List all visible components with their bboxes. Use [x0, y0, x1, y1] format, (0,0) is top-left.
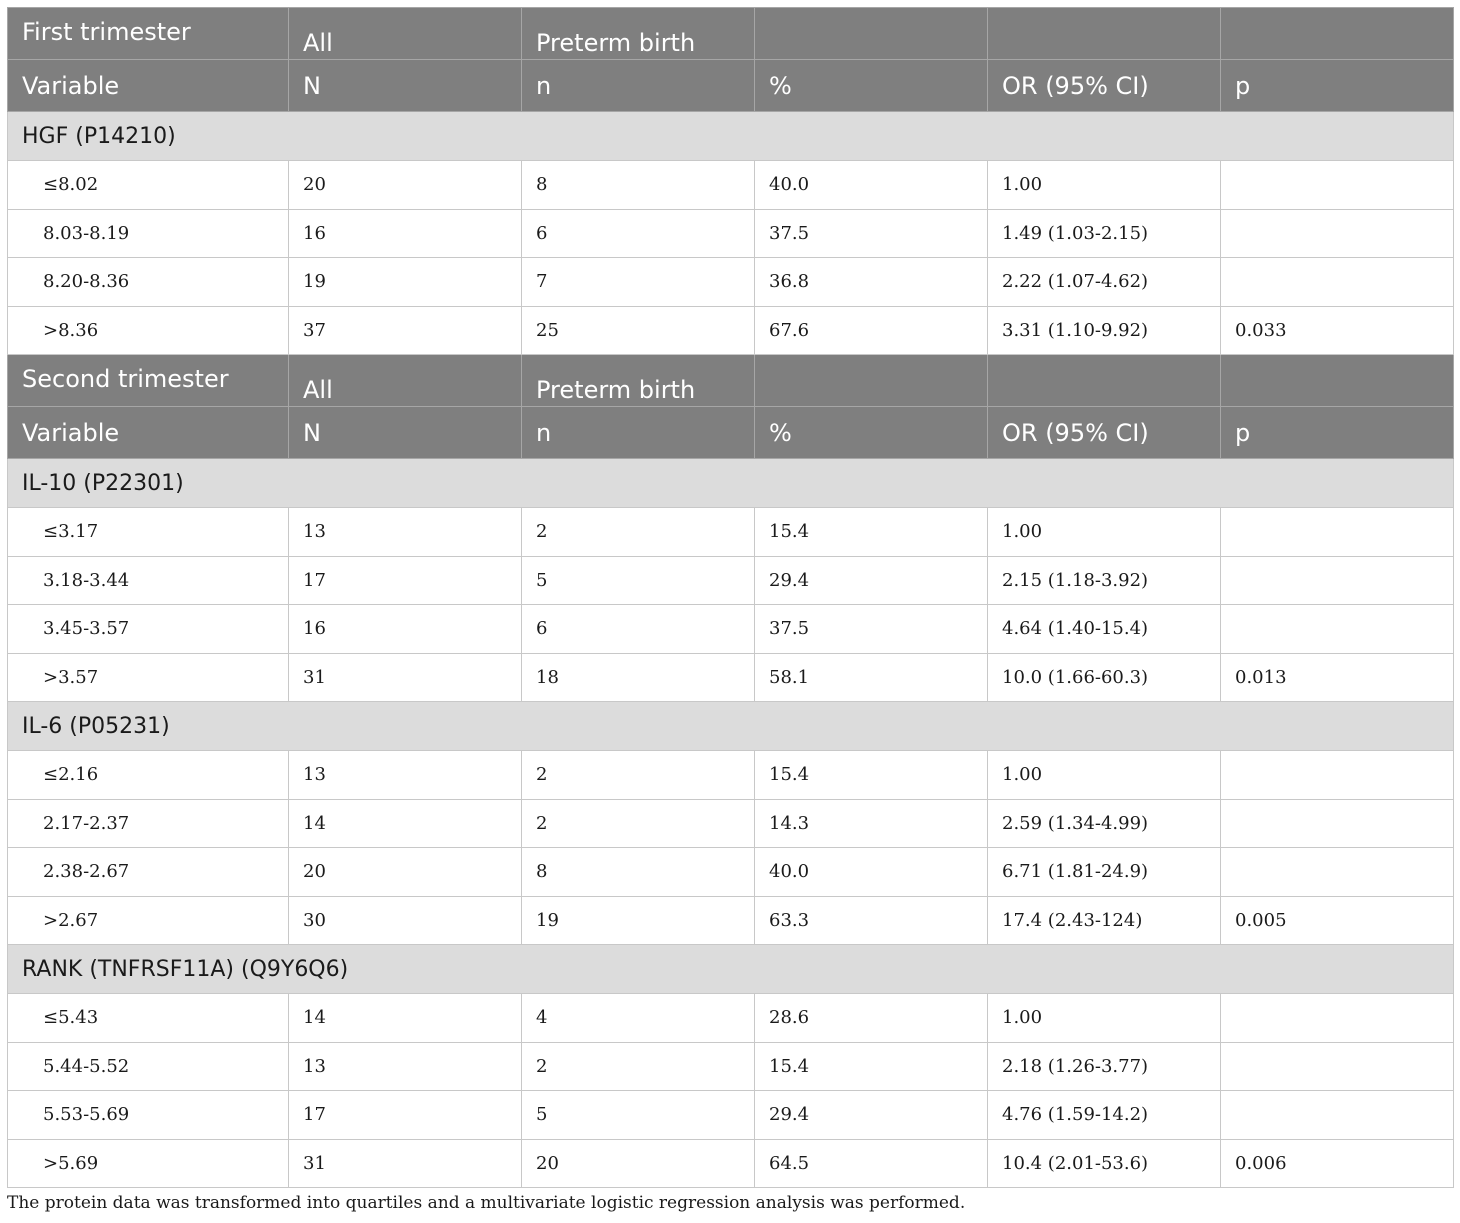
- cell-level: ≤8.02: [8, 161, 289, 210]
- table-row: [8, 258, 1454, 307]
- cell-p-value: [1221, 1042, 1454, 1091]
- cell-n-all: 16: [289, 605, 522, 654]
- table-row: [8, 848, 1454, 897]
- cell-odds-ratio: 10.0 (1.66-60.3): [988, 653, 1221, 702]
- cell-p-value: [1221, 848, 1454, 897]
- cell-percent: 15.4: [755, 751, 988, 800]
- cell-level: >8.36: [8, 306, 289, 355]
- cell-odds-ratio: 1.49 (1.03-2.15): [988, 209, 1221, 258]
- table-row: [8, 605, 1454, 654]
- cell-level: 3.18-3.44: [8, 556, 289, 605]
- col-header-variable: Variable: [8, 60, 289, 112]
- section-title: First trimester: [8, 8, 289, 60]
- table-row: [8, 799, 1454, 848]
- table-row: [8, 209, 1454, 258]
- table-footnote: The protein data was transformed into quartiles and a multivariate logistic regression analysis was performed.: [7, 1193, 966, 1213]
- cell-n-preterm: 18: [522, 653, 755, 702]
- cell-p-value: [1221, 751, 1454, 800]
- protein-group-row: [8, 702, 1454, 751]
- protein-group-name: RANK (TNFRSF11A) (Q9Y6Q6): [8, 945, 1454, 994]
- cell-level: 8.20-8.36: [8, 258, 289, 307]
- col-header-all: All: [289, 355, 522, 407]
- protein-group-name: IL-10 (P22301): [8, 459, 1454, 508]
- cell-n-preterm: 7: [522, 258, 755, 307]
- header-empty-cell: [1221, 355, 1454, 407]
- table-row: [8, 653, 1454, 702]
- cell-p-value: [1221, 258, 1454, 307]
- cell-odds-ratio: 3.31 (1.10-9.92): [988, 306, 1221, 355]
- protein-group-row: [8, 945, 1454, 994]
- cell-percent: 40.0: [755, 848, 988, 897]
- cell-n-all: 14: [289, 994, 522, 1043]
- col-header-all: All: [289, 8, 522, 60]
- cell-n-preterm: 20: [522, 1139, 755, 1188]
- cell-n-all: 13: [289, 751, 522, 800]
- cell-p-value: [1221, 1091, 1454, 1140]
- cell-n-all: 14: [289, 799, 522, 848]
- cell-n-all: 37: [289, 306, 522, 355]
- cell-n-all: 17: [289, 1091, 522, 1140]
- col-header-n-all: N: [289, 407, 522, 459]
- column-header-row: [8, 60, 1454, 112]
- cell-odds-ratio: 4.76 (1.59-14.2): [988, 1091, 1221, 1140]
- table-row: [8, 1139, 1454, 1188]
- cell-percent: 28.6: [755, 994, 988, 1043]
- table-row: [8, 556, 1454, 605]
- col-header-n-preterm: n: [522, 407, 755, 459]
- cell-percent: 67.6: [755, 306, 988, 355]
- table-row: [8, 1091, 1454, 1140]
- header-empty-cell: [1221, 8, 1454, 60]
- cell-p-value: [1221, 508, 1454, 557]
- cell-odds-ratio: 6.71 (1.81-24.9): [988, 848, 1221, 897]
- cell-percent: 29.4: [755, 556, 988, 605]
- cell-n-preterm: 6: [522, 605, 755, 654]
- cell-n-preterm: 25: [522, 306, 755, 355]
- cell-p-value: [1221, 556, 1454, 605]
- cell-percent: 40.0: [755, 161, 988, 210]
- cell-n-preterm: 5: [522, 1091, 755, 1140]
- protein-group-row: [8, 459, 1454, 508]
- cell-n-preterm: 2: [522, 799, 755, 848]
- cell-percent: 14.3: [755, 799, 988, 848]
- header-empty-cell: [755, 8, 988, 60]
- cell-p-value: 0.005: [1221, 896, 1454, 945]
- cell-p-value: 0.033: [1221, 306, 1454, 355]
- table-row: [8, 306, 1454, 355]
- col-header-percent: %: [755, 60, 988, 112]
- cell-percent: 29.4: [755, 1091, 988, 1140]
- cell-percent: 58.1: [755, 653, 988, 702]
- table-row: [8, 1042, 1454, 1091]
- col-header-preterm-birth: Preterm birth: [522, 8, 755, 60]
- cell-level: ≤3.17: [8, 508, 289, 557]
- cell-p-value: 0.013: [1221, 653, 1454, 702]
- cell-n-all: 16: [289, 209, 522, 258]
- table-row: [8, 994, 1454, 1043]
- cell-p-value: 0.006: [1221, 1139, 1454, 1188]
- cell-n-preterm: 5: [522, 556, 755, 605]
- cell-n-all: 30: [289, 896, 522, 945]
- results-table: [7, 7, 1454, 1188]
- table-row: [8, 896, 1454, 945]
- col-header-percent: %: [755, 407, 988, 459]
- cell-level: 3.45-3.57: [8, 605, 289, 654]
- cell-n-preterm: 6: [522, 209, 755, 258]
- header-empty-cell: [988, 8, 1221, 60]
- cell-n-preterm: 2: [522, 508, 755, 557]
- cell-percent: 37.5: [755, 209, 988, 258]
- cell-p-value: [1221, 605, 1454, 654]
- table-row: [8, 161, 1454, 210]
- cell-p-value: [1221, 161, 1454, 210]
- cell-n-all: 31: [289, 653, 522, 702]
- cell-odds-ratio: 2.22 (1.07-4.62): [988, 258, 1221, 307]
- cell-percent: 36.8: [755, 258, 988, 307]
- col-header-p-value: p: [1221, 407, 1454, 459]
- section-title: Second trimester: [8, 355, 289, 407]
- col-header-odds-ratio: OR (95% CI): [988, 407, 1221, 459]
- cell-odds-ratio: 10.4 (2.01-53.6): [988, 1139, 1221, 1188]
- cell-n-preterm: 8: [522, 848, 755, 897]
- cell-n-preterm: 4: [522, 994, 755, 1043]
- header-empty-cell: [755, 355, 988, 407]
- cell-percent: 15.4: [755, 508, 988, 557]
- column-header-row: [8, 407, 1454, 459]
- cell-odds-ratio: 1.00: [988, 161, 1221, 210]
- cell-level: ≤5.43: [8, 994, 289, 1043]
- cell-n-preterm: 2: [522, 1042, 755, 1091]
- cell-level: 5.44-5.52: [8, 1042, 289, 1091]
- cell-p-value: [1221, 994, 1454, 1043]
- cell-level: >5.69: [8, 1139, 289, 1188]
- cell-level: 2.38-2.67: [8, 848, 289, 897]
- col-header-variable: Variable: [8, 407, 289, 459]
- cell-n-all: 13: [289, 508, 522, 557]
- cell-p-value: [1221, 209, 1454, 258]
- col-header-odds-ratio: OR (95% CI): [988, 60, 1221, 112]
- col-header-n-all: N: [289, 60, 522, 112]
- cell-n-all: 13: [289, 1042, 522, 1091]
- protein-group-row: [8, 112, 1454, 161]
- cell-n-all: 17: [289, 556, 522, 605]
- cell-n-all: 20: [289, 161, 522, 210]
- cell-n-all: 20: [289, 848, 522, 897]
- table-body: [8, 8, 1454, 1188]
- cell-n-preterm: 2: [522, 751, 755, 800]
- cell-level: ≤2.16: [8, 751, 289, 800]
- table-row: [8, 508, 1454, 557]
- cell-level: >2.67: [8, 896, 289, 945]
- cell-odds-ratio: 1.00: [988, 751, 1221, 800]
- cell-level: >3.57: [8, 653, 289, 702]
- cell-p-value: [1221, 799, 1454, 848]
- cell-n-preterm: 8: [522, 161, 755, 210]
- cell-level: 2.17-2.37: [8, 799, 289, 848]
- cell-n-all: 31: [289, 1139, 522, 1188]
- cell-percent: 63.3: [755, 896, 988, 945]
- protein-group-name: HGF (P14210): [8, 112, 1454, 161]
- cell-odds-ratio: 2.59 (1.34-4.99): [988, 799, 1221, 848]
- header-empty-cell: [988, 355, 1221, 407]
- cell-odds-ratio: 4.64 (1.40-15.4): [988, 605, 1221, 654]
- cell-odds-ratio: 1.00: [988, 994, 1221, 1043]
- cell-n-all: 19: [289, 258, 522, 307]
- col-header-n-preterm: n: [522, 60, 755, 112]
- cell-level: 5.53-5.69: [8, 1091, 289, 1140]
- cell-percent: 15.4: [755, 1042, 988, 1091]
- col-header-p-value: p: [1221, 60, 1454, 112]
- cell-percent: 37.5: [755, 605, 988, 654]
- section-header-row: [8, 8, 1454, 60]
- cell-percent: 64.5: [755, 1139, 988, 1188]
- cell-n-preterm: 19: [522, 896, 755, 945]
- protein-group-name: IL-6 (P05231): [8, 702, 1454, 751]
- cell-odds-ratio: 2.18 (1.26-3.77): [988, 1042, 1221, 1091]
- cell-odds-ratio: 17.4 (2.43-124): [988, 896, 1221, 945]
- cell-odds-ratio: 2.15 (1.18-3.92): [988, 556, 1221, 605]
- cell-level: 8.03-8.19: [8, 209, 289, 258]
- col-header-preterm-birth: Preterm birth: [522, 355, 755, 407]
- table-row: [8, 751, 1454, 800]
- cell-odds-ratio: 1.00: [988, 508, 1221, 557]
- section-header-row: [8, 355, 1454, 407]
